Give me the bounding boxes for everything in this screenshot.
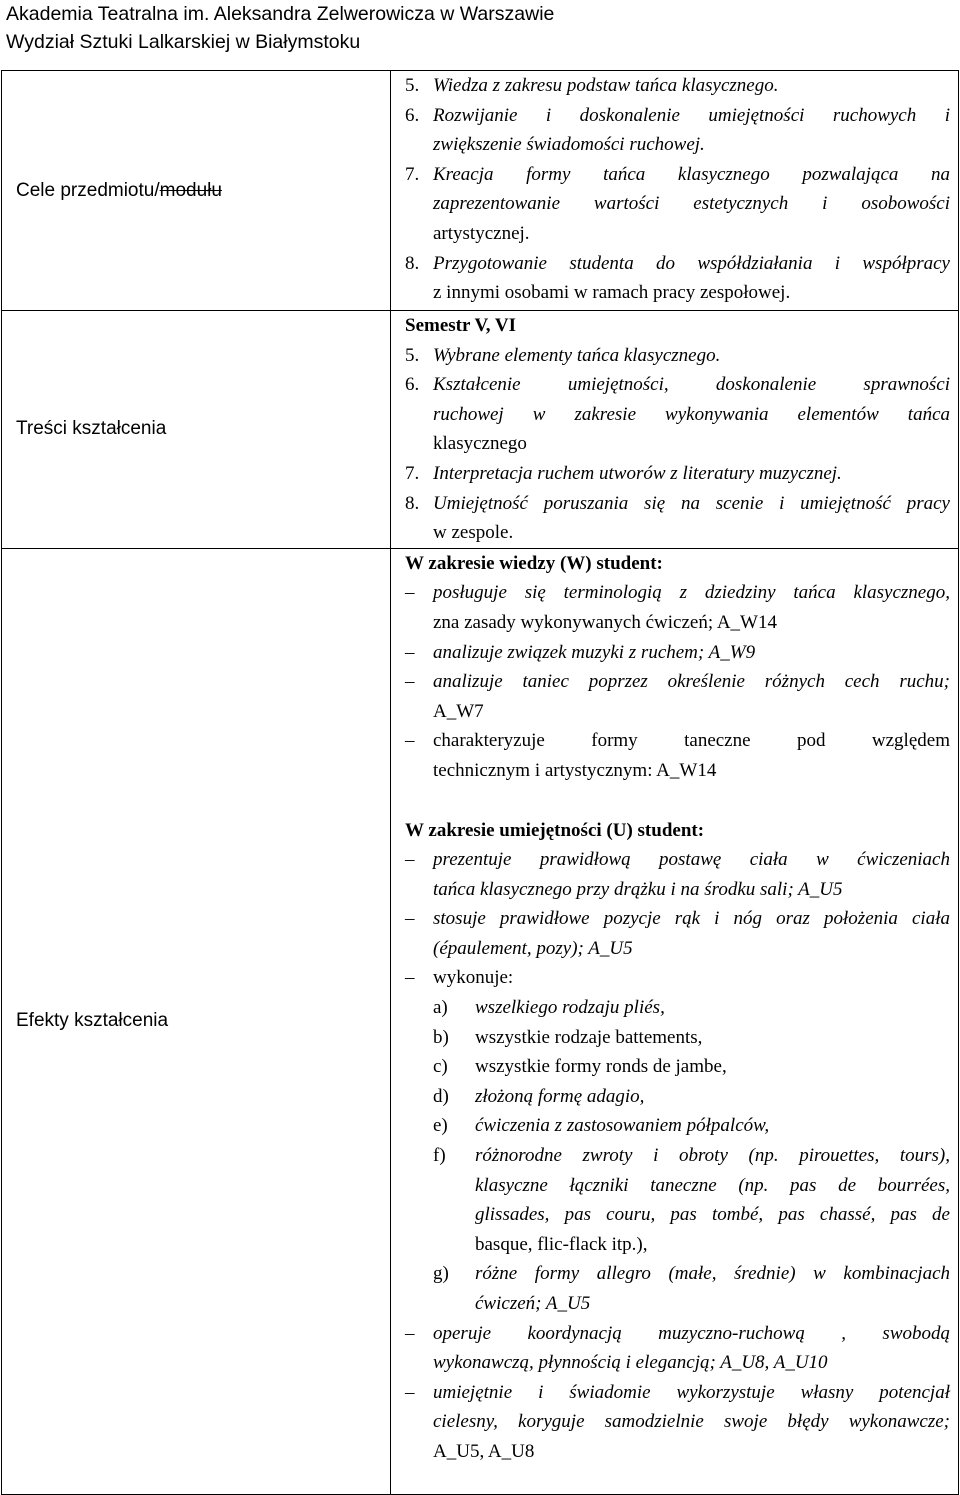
sub-item: a) wszelkiego rodzaju pliés,: [433, 997, 665, 1019]
list-item: 6. Kształcenie umiejętności, doskonalenie sprawności ruchowej w zakresie wykonywania elementów tańca klasycznego: [405, 374, 950, 455]
label-tresci: Treści kształcenia: [2, 311, 391, 549]
list-item: 8. Umiejętność poruszania się na scenie i umiejętność pracy w zespole.: [405, 492, 950, 544]
tresci-heading: Semestr V, VI: [405, 315, 517, 336]
header-line-1: Akademia Teatralna im. Aleksandra Zelwerowicza w Warszawie: [6, 3, 555, 25]
list-item: 7. Interpretacja ruchem utworów z literatury muzycznej.: [405, 462, 842, 484]
row-tresci: [2, 311, 959, 549]
list-item: – umiejętnie i świadomie wykorzystuje własny potencjał cielesny, koryguje samodzielnie swoje błędy wykonawcze; A_U5, A_U8: [405, 1381, 950, 1462]
content-efekty: [391, 548, 959, 1494]
sub-item: d) złożoną formę adagio,: [433, 1085, 645, 1107]
list-item: 8. Przygotowanie studenta do współdziałania i współpracy z innymi osobami w ramach pracy zespołowej.: [405, 252, 950, 304]
list-item: 7. Kreacja formy tańca klasycznego pozwalająca na zaprezentowanie wartości estetycznych i osobowości artystycznej.: [405, 163, 950, 244]
list-item: – posługuje się terminologią z dziedziny tańca klasycznego, zna zasady wykonywanych ćwiczeń; A_W14: [405, 582, 950, 633]
sub-item: e) ćwiczenia z zastosowaniem półpalców,: [433, 1115, 770, 1137]
sub-item: f) różnorodne zwroty i obroty (np. pirouettes, tours), klasyczne łączniki taneczne (np. pas de bourrées, glissades, pas couru, pas tombé, pas chassé, pas de basque, flic-flack itp.),: [433, 1145, 950, 1255]
label-efekty: Efekty kształcenia: [2, 548, 391, 1494]
list-item: 6. Rozwijanie i doskonalenie umiejętności ruchowych i zwiększenie świadomości ruchowej.: [405, 104, 950, 156]
label-cele: [2, 71, 391, 311]
syllabus-table: [1, 70, 959, 1495]
list-item: – analizuje związek muzyki z ruchem; A_W9: [405, 641, 756, 663]
label-cele-struck: modułu: [159, 179, 222, 201]
list-item: – stosuje prawidłowe pozycje rąk i nóg oraz położenia ciała (épaulement, pozy); A_U5: [405, 908, 950, 959]
row-efekty: [2, 548, 959, 1494]
list-item: – analizuje taniec poprzez określenie różnych cech ruchu; A_W7: [405, 671, 950, 722]
sub-item: c) wszystkie formy ronds de jambe,: [433, 1056, 727, 1078]
header-line-2: Wydział Sztuki Lalkarskiej w Białymstoku: [6, 31, 361, 53]
label-cele-text: Cele przedmiotu/: [16, 179, 160, 201]
row-cele: [2, 71, 959, 311]
umiejetnosci-heading: W zakresie umiejętności (U) student:: [405, 819, 705, 841]
list-item: – operuje koordynacją muzyczno-ruchową , swobodą wykonawczą, płynnością i elegancją; A_U8, A_U10: [405, 1322, 950, 1374]
list-item: 5. Wiedza z zakresu podstaw tańca klasycznego.: [405, 75, 779, 96]
list-item: – charakteryzuje formy taneczne pod względem technicznym i artystycznym: A_W14: [405, 730, 950, 781]
document-header: [6, 0, 554, 56]
list-item: 5. Wybrane elementy tańca klasycznego.: [405, 344, 721, 366]
content-tresci: [391, 311, 959, 549]
list-item: – prezentuje prawidłową postawę ciała w ćwiczeniach tańca klasycznego przy drążku i na środku sali; A_U5: [405, 849, 950, 900]
list-item: – wykonuje:: [405, 967, 514, 989]
wiedza-heading: W zakresie wiedzy (W) student:: [405, 552, 663, 574]
content-cele: [391, 71, 959, 311]
sub-item: b) wszystkie rodzaje battements,: [433, 1026, 703, 1048]
sub-item: g) różne formy allegro (małe, średnie) w kombinacjach ćwiczeń; A_U5: [433, 1263, 950, 1314]
